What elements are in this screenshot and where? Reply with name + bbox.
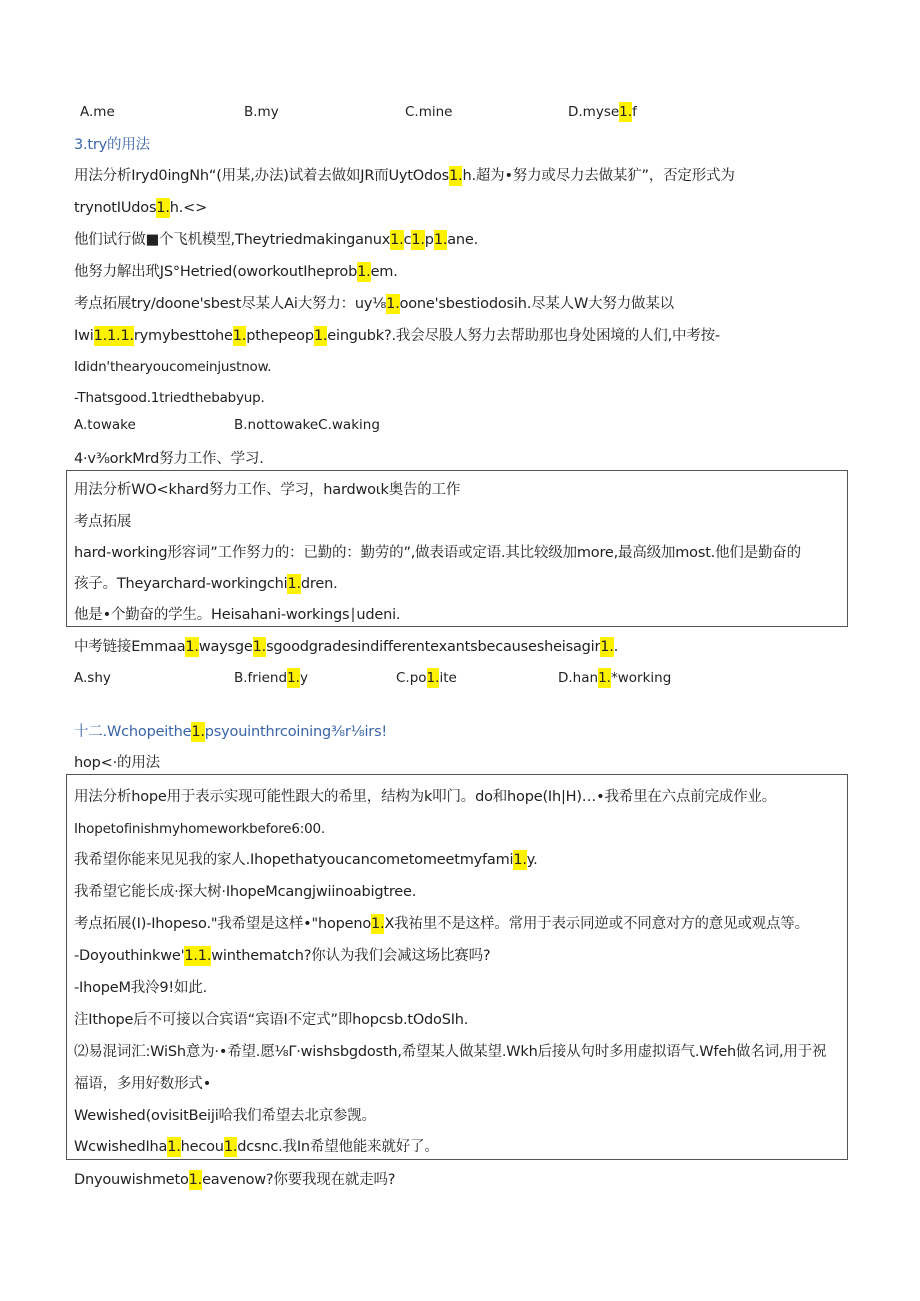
exam-link: 中考链接Emmaa1.waysge1.sgoodgradesindifferentexantsbecausesheisagir1.. bbox=[74, 639, 619, 655]
example-sentence: Ihopetofinishmyhomeworkbefore6:00. bbox=[74, 821, 325, 837]
note-line: 注Ithope后不可接以合宾语“宾语I不定式”即hopcsb.tOdoSIh. bbox=[74, 1012, 469, 1028]
example-sentence: 他是•个勤奋的学生。Heisahani-workings∣udeni. bbox=[74, 607, 401, 623]
section-title-try: 3.try的用法 bbox=[74, 137, 150, 153]
section-title-work-hard: 4·v⅜orkMrd努力工作、学习. bbox=[74, 451, 264, 467]
option-d: D.myse1.f bbox=[568, 104, 637, 120]
dialogue-line: -IhopeM我泠9!如此. bbox=[74, 980, 208, 996]
dialogue-line: -Thatsgood.1triedthebabyup. bbox=[74, 390, 265, 406]
example-sentence: Wewished(ovisitBeiji哈我们希望去北京参觊。 bbox=[74, 1108, 376, 1124]
example-sentence: WcwishedIha1.hecou1.dcsnc.我In希望他能来就好了。 bbox=[74, 1139, 439, 1155]
example-sentence: 他们试行做■个飞机模型,Theytriedmakinganux1.c1.p1.ane. bbox=[74, 232, 479, 248]
dialogue-line: Ididn'thearyoucomeinjustnow. bbox=[74, 359, 272, 375]
option-b: B.friend1.y bbox=[234, 670, 308, 686]
option-a: A.me bbox=[80, 104, 115, 120]
example-sentence: 我希望你能来见见我的家人.Ihopethatyoucancometomeetmyfami1.y. bbox=[74, 852, 538, 868]
option-a: A.shy bbox=[74, 670, 111, 686]
extension-heading: 考点拓展 bbox=[74, 514, 132, 530]
example-sentence: 我希望它能长成·探大树·IhopeMcangjwiinoabigtree. bbox=[74, 884, 417, 900]
option-d: D.han1.*working bbox=[558, 670, 672, 686]
example-sentence: 他努力解出玳JS°Hetried(oworkoutIheprob1.em. bbox=[74, 264, 398, 280]
option-b: B.my bbox=[244, 104, 279, 120]
extension-note: hard-working形容词”工作努力的：已勤的：勤劳的”,做表语或定语.其比较级加more,最高级加most.他们是勤奋的 bbox=[74, 545, 801, 561]
negative-form: trynotIUdos1.h.<> bbox=[74, 200, 208, 216]
confusable-words: ⑵易混词汇:WiSh意为·•希望.愿⅛Γ·wishsbgdosth,希望某人做某望.Wkh后接从句时多用虚拟语气.Wfeh做名词,用于祝 bbox=[74, 1044, 827, 1060]
usage-analysis: 用法分析Iryd0ingNh“(用某,办法)试着去做如JR而UytOdos1.h.超为•努力或尽力去做某犷”，否定形式为 bbox=[74, 168, 735, 184]
section-title-hope: 十二.Wchopeithe1.psyouinthrcoining⅜r⅛irs! bbox=[74, 724, 388, 740]
section-subtitle: hop<·的用法 bbox=[74, 755, 160, 771]
usage-analysis: 用法分析WO<khard努力工作、学习，hardwoιk奥告的工作 bbox=[74, 482, 461, 498]
option-a: A.towake bbox=[74, 417, 136, 433]
example-sentence: 孩子。Theyarchard-workingchi1.dren. bbox=[74, 576, 338, 592]
option-c: C.po1.ite bbox=[396, 670, 457, 686]
extension-note: 考点拓展try/doone'sbest尽某人Ai大努力：uy⅛1.oone'sbestiodosih.尽某人W大努力做某以 bbox=[74, 296, 674, 312]
dialogue-line: -Doyouthinkwe'1.1.winthematch?你认为我们会减这场比赛吗? bbox=[74, 948, 491, 964]
usage-analysis: 用法分析hope用于表示实现可能性跟大的希里，结构为k叩门。do和hope(Ih|H)…•我希里在六点前完成作业。 bbox=[74, 789, 777, 805]
confusable-words: 福语，多用好数形式• bbox=[74, 1076, 212, 1092]
option-b-c: B.nottowakeC.waking bbox=[234, 417, 380, 433]
extension-note: 考点拓展(I)-Ihopeso."我希望是这样•"hopeno1.X我祐里不是这样。常用于表示同逆或不同意对方的意见或观点等。 bbox=[74, 916, 809, 932]
example-sentence: Dnyouwishmeto1.eavenow?你要我现在就走吗? bbox=[74, 1172, 396, 1188]
option-c: C.mine bbox=[405, 104, 453, 120]
example-sentence: Iwi1.1.1.rymybesttohe1.pthepeop1.eingubk?.我会尽股人努力去帮助那也身处困境的人们,中考按- bbox=[74, 328, 720, 344]
